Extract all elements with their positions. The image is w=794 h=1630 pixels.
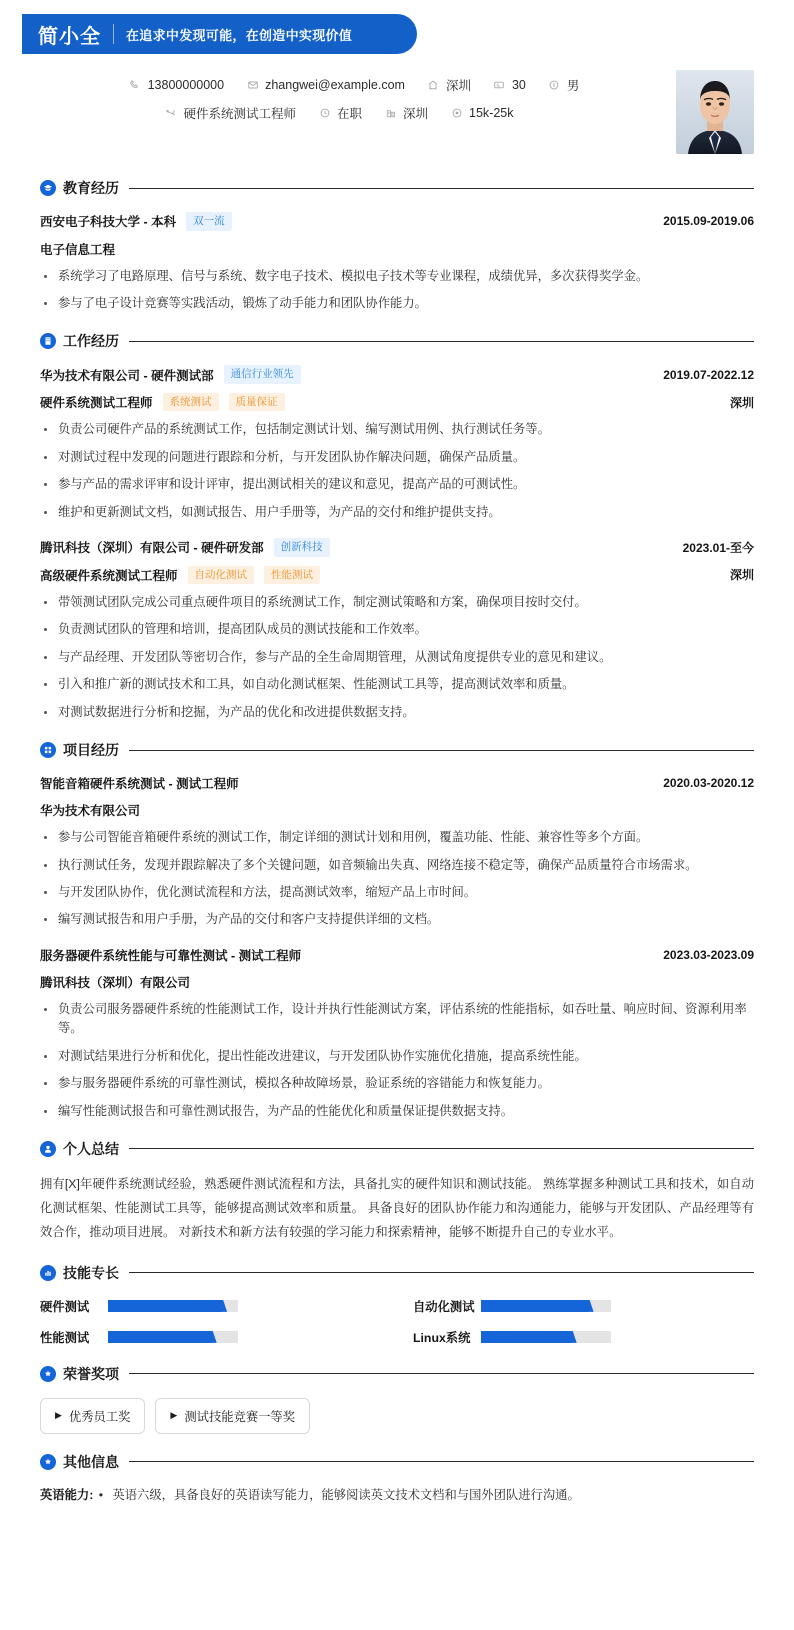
bullet-item: 系统学习了电路原理、信号与系统、数字电子技术、模拟电子技术等专业课程，成绩优异，多次获得奖学金。 — [40, 267, 754, 286]
skill-item — [413, 1297, 754, 1315]
user-icon — [40, 1141, 56, 1157]
contact-item-text: 13800000000 — [147, 78, 225, 92]
gender-icon — [548, 79, 561, 92]
tag-skill: 质量保证 — [229, 393, 285, 412]
entry — [40, 212, 754, 313]
briefcase-icon — [164, 107, 177, 120]
contact-item — [164, 104, 296, 122]
skill-label: 硬件测试 — [40, 1299, 90, 1314]
bullet-item: 编写性能测试报告和可靠性测试报告，为产品的性能优化和质量保证提供数据支持。 — [40, 1102, 754, 1121]
skills-grid — [40, 1297, 754, 1346]
contact-item — [384, 104, 428, 122]
entry — [40, 538, 754, 722]
portrait-photo-icon — [676, 70, 754, 154]
contact-item-text: 30 — [511, 78, 526, 92]
entry-title-row — [40, 946, 754, 964]
entry-title-row — [40, 365, 754, 384]
grid-icon — [40, 742, 56, 758]
entry-date: 2023.03-2023.09 — [663, 947, 754, 962]
entry-title: 智能音箱硬件系统测试 - 测试工程师 — [40, 777, 239, 792]
entry-location: 深圳 — [729, 568, 754, 583]
bullet-item: 执行测试任务，发现并跟踪解决了多个关键问题，如音频输出失真、网络连接不稳定等，确保产品质量符合市场需求。 — [40, 856, 754, 875]
entry-subtitle-group — [40, 240, 115, 258]
other-info-text: 英语六级，具备良好的英语读写能力，能够阅读英文技术文档和与国外团队进行沟通。 — [112, 1487, 580, 1502]
section-rule — [129, 1461, 754, 1462]
contact-item-text: 15k-25k — [469, 106, 514, 120]
skill-progress-track — [481, 1300, 611, 1312]
education-entry-list — [40, 212, 754, 313]
entry-subtitle: 腾讯科技（深圳）有限公司 — [40, 975, 191, 990]
work-entry-list — [40, 365, 754, 722]
entry-subtitle-group — [40, 801, 140, 819]
home-icon — [427, 79, 440, 92]
tag-highlight: 创新科技 — [274, 538, 330, 557]
section-rule — [129, 1148, 754, 1149]
award-label: 测试技能竞赛一等奖 — [184, 1409, 296, 1424]
entry — [40, 946, 754, 1121]
skill-progress-track — [108, 1300, 238, 1312]
section-title: 其他信息 — [63, 1453, 119, 1470]
section-rule — [129, 1272, 754, 1273]
skill-label: Linux系统 — [413, 1330, 471, 1345]
contact-row-secondary — [40, 104, 668, 122]
contact-item — [129, 78, 224, 92]
bullet-item: 负责测试团队的管理和培训，提高团队成员的测试技能和工作效率。 — [40, 620, 754, 639]
section-awards — [0, 1364, 794, 1434]
section-other — [0, 1452, 794, 1506]
entry-subtitle: 高级硬件系统测试工程师 — [40, 568, 178, 583]
entry — [40, 774, 754, 930]
contact-item — [450, 106, 513, 120]
bullet-item: 参与公司智能音箱硬件系统的测试工作，制定详细的测试计划和用例，覆盖功能、性能、兼容性等多个方面。 — [40, 828, 754, 847]
entry-subtitle-row — [40, 973, 754, 991]
section-project — [0, 740, 794, 1121]
bullet-item: 对测试结果进行分析和优化，提出性能改进建议，与开发团队协作实施优化措施，提高系统性能。 — [40, 1047, 754, 1066]
contact-item-text: 深圳 — [403, 107, 429, 121]
entry-location: 深圳 — [729, 395, 754, 410]
entry-subtitle-row — [40, 240, 754, 258]
entry-subtitle-row — [40, 393, 754, 412]
contact-info — [40, 68, 668, 132]
skill-progress-fill — [108, 1300, 221, 1312]
awards-list — [40, 1398, 754, 1434]
skill-progress-fill — [481, 1331, 571, 1343]
phone-icon — [129, 79, 142, 92]
entry-title-row — [40, 212, 754, 231]
tag-highlight: 双一流 — [186, 212, 232, 231]
section-header — [40, 1364, 754, 1384]
section-header — [40, 1263, 754, 1283]
skill-item — [40, 1297, 381, 1315]
section-title: 教育经历 — [63, 180, 119, 196]
entry-subtitle-row — [40, 566, 754, 585]
bullet-item: 带领测试团队完成公司重点硬件项目的系统测试工作，制定测试策略和方案，确保项目按时交付。 — [40, 593, 754, 612]
section-header — [40, 1452, 754, 1472]
bullet-item: 与开发团队协作，优化测试流程和方法，提高测试效率，缩短产品上市时间。 — [40, 883, 754, 902]
contact-item — [427, 76, 471, 94]
entry-title: 腾讯科技（深圳）有限公司 - 硬件研发部 — [40, 541, 264, 556]
section-title: 个人总结 — [63, 1140, 119, 1157]
skill-label: 自动化测试 — [413, 1299, 475, 1314]
entry-bullet-list — [40, 420, 754, 522]
entry-subtitle: 硬件系统测试工程师 — [40, 396, 153, 411]
entry-date: 2020.03-2020.12 — [663, 776, 754, 791]
tag-skill: 系统测试 — [163, 393, 219, 412]
skill-progress-track — [108, 1331, 238, 1343]
entry-title-group — [40, 538, 330, 557]
entry-title-group — [40, 946, 301, 964]
section-header — [40, 331, 754, 351]
section-work — [0, 331, 794, 722]
other-info-label: 英语能力: — [40, 1487, 94, 1502]
section-education — [0, 178, 794, 313]
resume-page — [0, 14, 794, 1630]
section-skills — [0, 1263, 794, 1346]
tag-skill: 性能测试 — [264, 566, 320, 585]
entry-title-group — [40, 365, 301, 384]
award-label: 优秀员工奖 — [68, 1409, 131, 1424]
entry-date: 2015.09-2019.06 — [663, 214, 754, 229]
entry-title: 服务器硬件系统性能与可靠性测试 - 测试工程师 — [40, 948, 302, 963]
entry-title-group — [40, 212, 232, 231]
section-header — [40, 178, 754, 198]
summary-text: 拥有[X]年硬件系统测试经验，熟悉硬件测试流程和方法，具备扎实的硬件知识和测试技能。 熟练掌握多种测试工具和技术，如自动化测试框架、性能测试工具等，能够提高测试效率和质量。 具备良好的团队协作能力和沟通能力，能够与开发团队、产品经理等有效合作，推动项目进展。 对新技术和新方法有较强的学习能力和探索精神，能够不断提升自己的专业水平。 — [40, 1176, 754, 1239]
brand-slogan: 在追求中发现可能，在创造中实现价值 — [126, 27, 353, 43]
bullet-item: 参与产品的需求评审和设计评审，提出测试相关的建议和意见，提高产品的可测试性。 — [40, 475, 754, 494]
id-card-icon — [493, 79, 506, 92]
entry-title-group — [40, 774, 239, 792]
other-info-bullet: • — [98, 1487, 104, 1502]
entry-title: 西安电子科技大学 - 本科 — [40, 215, 177, 230]
contact-item-text: 深圳 — [445, 79, 471, 93]
entry-subtitle-group — [40, 566, 320, 585]
skill-progress-fill — [481, 1300, 588, 1312]
bullet-item: 负责公司硬件产品的系统测试工作，包括制定测试计划、编写测试用例、执行测试任务等。 — [40, 420, 754, 439]
contact-item — [318, 104, 362, 122]
bullet-item: 负责公司服务器硬件系统的性能测试工作，设计并执行性能测试方案，评估系统的性能指标，如吞吐量、响应时间、资源利用率等。 — [40, 1000, 754, 1039]
skill-item — [40, 1328, 381, 1346]
skill-progress-fill — [108, 1331, 211, 1343]
entry-title-row — [40, 774, 754, 792]
entry-subtitle-row — [40, 801, 754, 819]
section-rule — [129, 341, 754, 342]
graduation-cap-icon — [40, 180, 56, 196]
play-triangle-icon: ▶ — [55, 1410, 62, 1421]
section-title: 技能专长 — [63, 1264, 119, 1281]
entry-bullet-list — [40, 593, 754, 722]
project-entry-list — [40, 774, 754, 1121]
chart-icon — [40, 1265, 56, 1281]
section-rule — [129, 1373, 754, 1374]
tag-skill: 自动化测试 — [188, 566, 255, 585]
contact-item-text: 在职 — [337, 107, 363, 121]
entry-bullet-list — [40, 828, 754, 930]
section-title: 项目经历 — [63, 742, 119, 759]
entry-title-row — [40, 538, 754, 557]
entry-subtitle: 电子信息工程 — [40, 242, 116, 257]
bullet-item: 对测试数据进行分析和挖掘，为产品的优化和改进提供数据支持。 — [40, 703, 754, 722]
section-summary — [0, 1139, 794, 1245]
other-info-line — [40, 1486, 754, 1506]
entry-date: 2023.01-至今 — [682, 540, 754, 555]
status-icon — [318, 107, 331, 120]
play-triangle-icon: ▶ — [170, 1410, 178, 1421]
bullet-item: 维护和更新测试文档，如测试报告、用户手册等，为产品的交付和维护提供支持。 — [40, 503, 754, 522]
entry-title: 华为技术有限公司 - 硬件测试部 — [40, 368, 214, 383]
entry-subtitle-group — [40, 973, 190, 991]
contact-item — [246, 78, 405, 92]
bullet-item: 对测试过程中发现的问题进行跟踪和分析，与开发团队协作解决问题，确保产品质量。 — [40, 448, 754, 467]
tag-highlight: 通信行业领先 — [224, 365, 301, 384]
brand-bar — [22, 14, 417, 54]
skill-item — [413, 1328, 754, 1346]
entry-subtitle: 华为技术有限公司 — [40, 804, 141, 819]
entry-date: 2019.07-2022.12 — [663, 367, 754, 382]
contact-row-primary — [40, 76, 668, 94]
contact-item-text: 硬件系统测试工程师 — [183, 107, 296, 121]
section-rule — [129, 188, 754, 189]
entry-bullet-list — [40, 1000, 754, 1121]
award-chip[interactable] — [40, 1398, 145, 1434]
entry-bullet-list — [40, 267, 754, 314]
city-icon — [384, 107, 397, 120]
skill-label: 性能测试 — [40, 1330, 90, 1345]
bullet-item: 与产品经理、开发团队等密切合作，参与产品的全生命周期管理，从测试角度提供专业的意见和建议。 — [40, 648, 754, 667]
award-chip[interactable] — [155, 1398, 310, 1434]
contact-item-text: 男 — [566, 79, 580, 93]
bullet-item: 引入和推广新的测试技术和工具，如自动化测试框架、性能测试工具等，提高测试效率和质量。 — [40, 675, 754, 694]
mail-icon — [246, 79, 259, 92]
contact-item — [493, 78, 526, 92]
brand-divider — [113, 24, 114, 44]
contact-item-text: zhangwei@example.com — [265, 78, 405, 92]
medal-icon — [40, 1366, 56, 1382]
section-title: 工作经历 — [63, 333, 119, 350]
section-title: 荣誉奖项 — [63, 1365, 119, 1382]
contact-item — [548, 76, 580, 94]
bullet-item: 参与了电子设计竞赛等实践活动，锻炼了动手能力和团队协作能力。 — [40, 294, 754, 313]
salary-icon — [450, 107, 463, 120]
building-icon — [40, 333, 56, 349]
section-header — [40, 740, 754, 760]
section-rule — [129, 750, 754, 751]
bullet-item: 参与服务器硬件系统的可靠性测试，模拟各种故障场景，验证系统的容错能力和恢复能力。 — [40, 1074, 754, 1093]
brand-name: 简小全 — [38, 25, 101, 48]
info-icon — [40, 1454, 56, 1470]
entry — [40, 365, 754, 522]
section-header — [40, 1139, 754, 1159]
resume-header — [0, 54, 794, 160]
skill-progress-track — [481, 1331, 611, 1343]
bullet-item: 编写测试报告和用户手册，为产品的交付和客户支持提供详细的文档。 — [40, 910, 754, 929]
avatar — [676, 70, 754, 154]
entry-subtitle-group — [40, 393, 285, 412]
